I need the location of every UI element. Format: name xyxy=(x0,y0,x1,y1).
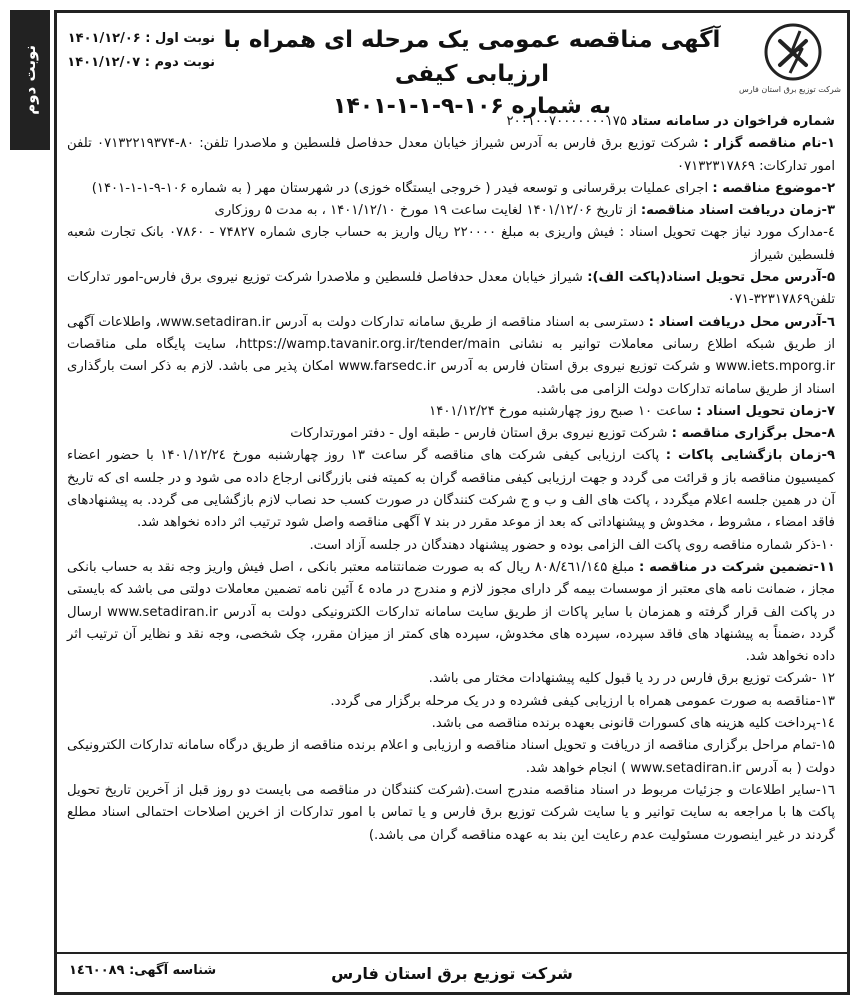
section-10: ۱۰-ذکر شماره مناقصه روی پاکت الف الزامی بوده و حضور پیشنهاد دهندگان در جلسه آزاد است. xyxy=(309,537,835,553)
section-documents: ٤-مدارک مورد نیاز جهت تحویل اسناد : فیش واریزی به مبلغ ۲۲۰۰۰۰ ریال واریز به حساب جاری شماره ۷۴۸۲۷ - ۰۷۸۶۰ بانک تجارت شعبه فلسطین شیراز xyxy=(67,225,835,263)
page-title: آگهی مناقصه عمومی یک مرحله ای همراه با ارزیابی کیفی xyxy=(223,27,721,87)
footer-company: شرکت توزیع برق استان فارس xyxy=(331,963,573,983)
section-guarantee: ۱۱-تضمین شرکت در مناقصه : مبلغ ۸۰۸/٤٦۱/۱٤۵ ریال که به صورت ضمانتنامه معتبر بانکی ، اصل فیش واریز وجه نقد به حساب بانکی مجاز ، ضمانت نامه های معتبر از موسسات بیمه گر دارای مجوز لازم و مندرج در ماده ٤ آئین نامه تضمین معاملات دولتی می باشد که بایستی در پاکت الف قرار گرفته و همزمان با سایر پاکات از طریق سایت سامانه تدارکات الکترونیکی دولت به آدرس www.setadiran.ir ارسال گردد ،ضمناً به پیشنهاد های فاقد سپرده، سپرده های مخدوش، سپرده های کمتر از میزان مقرر، چک شخصی، وجه نقد و نظایر آن ترتیب اثر داده نخواهد شد. xyxy=(67,559,836,665)
tender-number: به شماره ۱۰۶-۹-۱-۱-۱۴۰۱ xyxy=(332,94,612,119)
section-delivery-time: ۷-زمان تحویل اسناد : ساعت ۱۰ صبح روز چهارشنبه مورخ ۱۴۰۱/۱۲/۲۴ xyxy=(429,403,835,419)
side-tab-label: نوبت دوم xyxy=(21,45,39,115)
header xyxy=(57,13,847,119)
publication-dates xyxy=(65,27,215,75)
logo-icon xyxy=(762,21,824,83)
first-publication xyxy=(65,27,215,51)
section-venue: ۸-محل برگزاری مناقصه : شرکت توزیع نیروی برق استان فارس - طبقه اول - دفتر امورتدارکات xyxy=(290,426,835,442)
section-receive-address: ٦-آدرس محل دریافت اسناد : دسترسی به اسناد مناقصه از طریق سامانه تدارکات دولت به آدرس www.setadiran.ir، واطلاعات آگهی از طریق شبکه اطلاع رسانی معاملات توانیر به نشانی https://wamp.tavanir.org.ir/tender/main، سایت پایگاه ملی مناقصات www.iets.mporg.ir و شرکت توزیع نیروی برق استان فارس به آدرس www.farsedc.ir امکان پذیر می باشد. لازم به ذکر است بارگذاری اسناد از طریق سامانه تدارکات دولت الزامی می باشد. xyxy=(67,314,836,397)
announcement-body xyxy=(67,111,835,847)
title-block xyxy=(207,23,737,123)
logo-caption: شرکت توزیع برق استان فارس xyxy=(738,85,841,94)
section-13: ۱۳-مناقصه به صورت عمومی همراه با ارزیابی کیفی فشرده و در یک مرحله برگزار می گردد. xyxy=(330,693,835,709)
section-call-number: شماره فراخوان در سامانه ستاد ۲۰۰۱۰۰۷۰۰۰۰۰۰۰۱۷۵ xyxy=(506,114,835,129)
ad-id: شناسه آگهی: ۱٤٦۰۰۸۹ xyxy=(69,963,217,978)
section-12: ۱۲ -شرکت توزیع برق فارس در رد یا قبول کلیه پیشنهادات مختار می باشد. xyxy=(428,671,835,687)
section-opening-time: ۹-زمان بازگشایی پاکات : پاکت ارزیابی کیفی شرکت های مناقصه گر ساعت ۱۳ روز چهارشنبه مورخ ۱۴۰۱/۱۲/۲٤ با حضور اعضاء کمیسیون مناقصه باز و قرائت می گردد و جهت ارزیابی کیفی مناقصه گران به کمیته فنی بازرگانی ارجاع داده می شود و در جلسه ای که تاریخ آن در همین جلسه اعلام میگردد ، پاکت های الف و ب و ج شرکت کنندگان در صورت کسب حد نصاب لازم بازگشایی می گردد. به پیشنهادهای فاقد امضاء ، مشروط ، مخدوش و پیشنهاداتی که بعد از موعد مقرر در بند ۷ آگهی مناقصه واصل شود ترتیب اثر داده نخواهد شد. xyxy=(67,448,836,531)
second-publication-date: ۱۴۰۱/۱۲/۰۷ xyxy=(67,55,141,70)
section-16: ۱٦-سایر اطلاعات و جزئیات مربوط در اسناد مناقصه مندرج است.(شرکت کنندگان در مناقصه می بایست دو روز قبل از آخرین تاریخ تحویل پاکت ها با مراجعه به سایت توانیر و یا سایت شرکت توزیع برق فارس و یا تماس با امور تدارکات از اخرین اصلاحات احتمالی اسناد مطلع گردند در غیر اینصورت مسئولیت عدم رعایت این بند به عهده مناقصه گران می باشد.) xyxy=(67,782,835,843)
section-receive-time: ۳-زمان دریافت اسناد مناقصه: از تاریخ ۱۴۰۱/۱۲/۰۶ لغایت ساعت ۱۹ مورخ ۱۴۰۱/۱۲/۱۰ ، به مدت ۵ روزکاری xyxy=(214,203,835,219)
section-tenderer: ۱-نام مناقصه گزار : شرکت توزیع برق فارس به آدرس شیراز خیابان معدل حدفاصل فلسطین و ملاصدرا تلفن: ۸۰-۰۷۱۳۲۲۱۹۳۷۴ تلفن امور تدارکات: ۰۷۱۳۲۳۱۷۸۶۹ xyxy=(67,136,835,174)
section-15: ۱۵-تمام مراحل برگزاری مناقصه از دریافت و تحویل اسناد مناقصه و ارزیابی و اعلام برنده مناقصه از طریق درگاه سامانه تدارکات الکترونیکی دولت ( به آدرس www.setadiran.ir ) انجام خواهد شد. xyxy=(67,738,835,776)
footer xyxy=(57,952,847,992)
first-publication-date: ۱۴۰۱/۱۲/۰۶ xyxy=(67,31,141,46)
second-publication xyxy=(65,51,215,75)
second-publication-label: نوبت دوم : xyxy=(144,55,215,70)
section-delivery-address: ۵-آدرس محل تحویل اسناد(پاکت الف): شیراز خیابان معدل حدفاصل فلسطین و ملاصدرا شرکت توزیع نیروی برق فارس-امور تدارکات تلفن۳۲۳۱۷۸۶۹-۰۷۱ xyxy=(67,270,835,308)
announcement-frame xyxy=(54,10,850,995)
first-publication-label: نوبت اول : xyxy=(145,31,215,46)
section-14: ۱٤-پرداخت کلیه هزینه های کسورات قانونی بعهده برنده مناقصه می باشد. xyxy=(431,716,835,732)
company-logo xyxy=(738,21,841,101)
section-subject: ۲-موضوع مناقصه : اجرای عملیات برقرسانی و توسعه فیدر ( خروجی ایستگاه خوزی) در شهرستان مهر ( به شماره ۱۰۶-۹-۱-۱-۱۴۰۱) xyxy=(91,180,835,196)
side-tab xyxy=(10,10,50,150)
